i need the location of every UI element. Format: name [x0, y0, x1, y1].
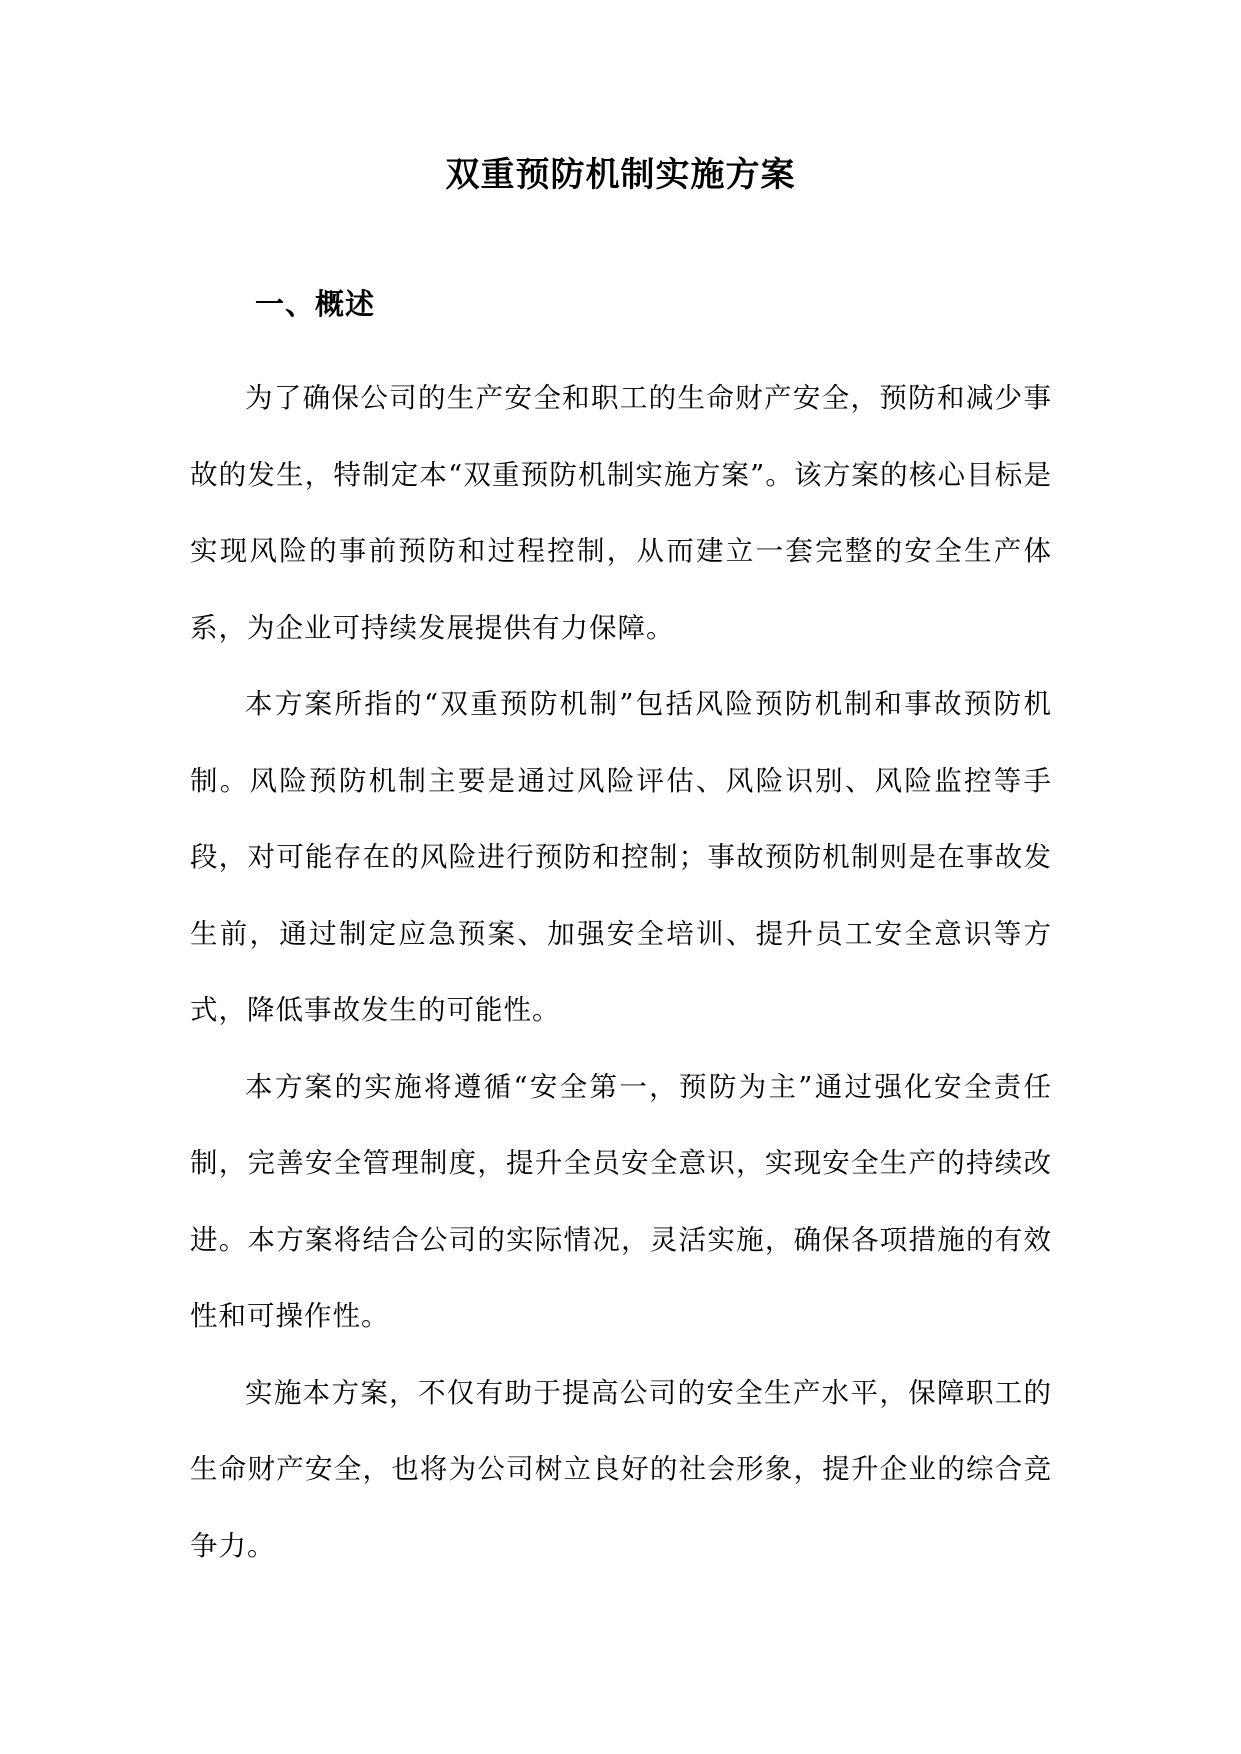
paragraph: 本方案的实施将遵循“安全第一，预防为主”通过强化安全责任制，完善安全管理制度，提升全员安全意识，实现安全生产的持续改进。本方案将结合公司的实际情况，灵活实施，确保各项措施的有效性和可操作性。 — [190, 1070, 1052, 1332]
body-text — [190, 360, 1052, 1584]
section-heading: 一、概述 — [255, 287, 376, 321]
paragraph: 本方案所指的“双重预防机制”包括风险预防机制和事故预防机制。风险预防机制主要是通过风险评估、风险识别、风险监控等手段，对可能存在的风险进行预防和控制；事故预防机制则是在事故发生前，通过制定应急预案、加强安全培训、提升员工安全意识等方式，降低事故发生的可能性。 — [190, 688, 1052, 1026]
paragraph: 实施本方案，不仅有助于提高公司的安全生产水平，保障职工的生命财产安全，也将为公司树立良好的社会形象，提升企业的综合竞争力。 — [190, 1376, 1052, 1562]
document-title: 双重预防机制实施方案 — [445, 155, 796, 195]
paragraph: 为了确保公司的生产安全和职工的生命财产安全，预防和减少事故的发生，特制定本“双重预防机制实施方案”。该方案的核心目标是实现风险的事前预防和过程控制，从而建立一套完整的安全生产体系，为企业可持续发展提供有力保障。 — [190, 382, 1052, 644]
